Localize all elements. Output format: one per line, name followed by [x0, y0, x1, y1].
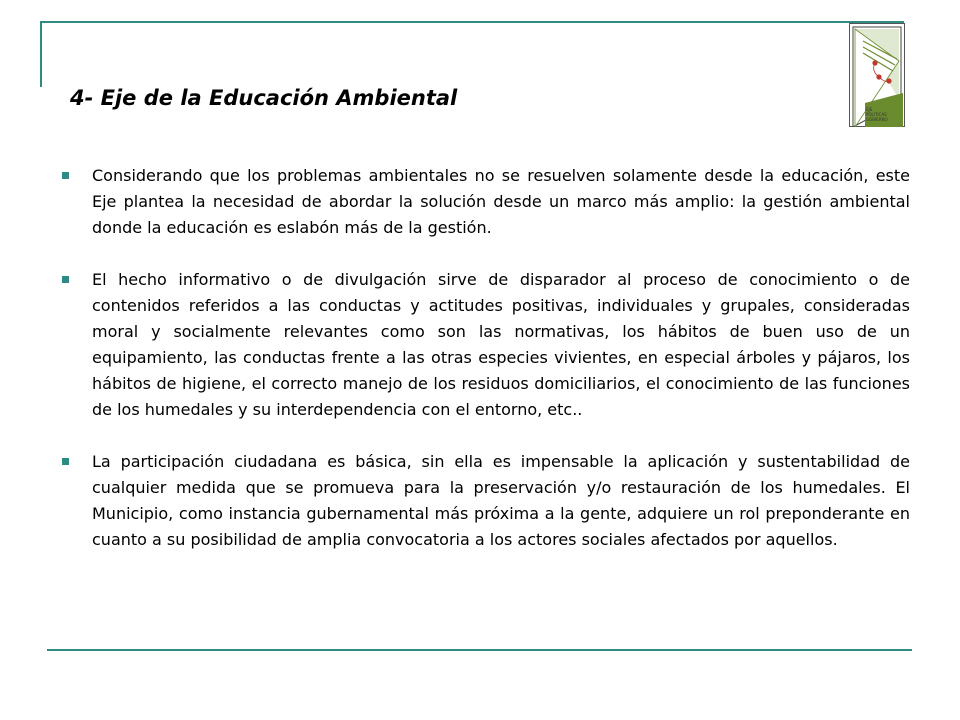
- bullet-text: Considerando que los problemas ambientales no se resuelven solamente desde la educación, este Eje plantea la necesidad de abordar la solución desde un marco más amplio: la gestión ambiental donde la educación es eslabón más de la gestión.: [92, 166, 910, 237]
- bullet-item: [62, 449, 910, 553]
- logo-caption: [866, 107, 904, 122]
- slide-title: 4- Eje de la Educación Ambiental: [70, 86, 458, 110]
- bullet-item: [62, 267, 910, 423]
- bullet-item: [62, 163, 910, 241]
- square-bullet-icon: [62, 458, 69, 465]
- logo-caption-line: POLITICAS: [866, 112, 887, 117]
- bottom-rule: [47, 649, 912, 651]
- top-rule: [40, 21, 904, 23]
- logo-caption-line: GOBIERNO: [866, 117, 888, 122]
- square-bullet-icon: [62, 172, 69, 179]
- left-rule: [40, 21, 42, 87]
- bullet-list: [62, 163, 910, 579]
- bullet-text: El hecho informativo o de divulgación sirve de disparador al proceso de conocimiento o de contenidos referidos a las conductas y actitudes positivas, individuales y grupales, consideradas moral y socialmente relevantes como son las normativas, los hábitos de buen uso de un equipamiento, las conductas frente a las otras especies vivientes, en especial árboles y pájaros, los hábitos de higiene, el correcto manejo de los residuos domiciliarios, el conocimiento de las funciones de los humedales y su interdependencia con el entorno, etc..: [92, 270, 910, 419]
- square-bullet-icon: [62, 276, 69, 283]
- logo-caption-line: EJE: [866, 107, 873, 112]
- bullet-text: La participación ciudadana es básica, sin ella es impensable la aplicación y sustentabilidad de cualquier medida que se promueva para la preservación y/o restauración de los humedales. El Municipio, como instancia gubernamental más próxima a la gente, adquiere un rol preponderante en cuanto a su posibilidad de amplia convocatoria a los actores sociales afectados por aquellos.: [92, 452, 910, 549]
